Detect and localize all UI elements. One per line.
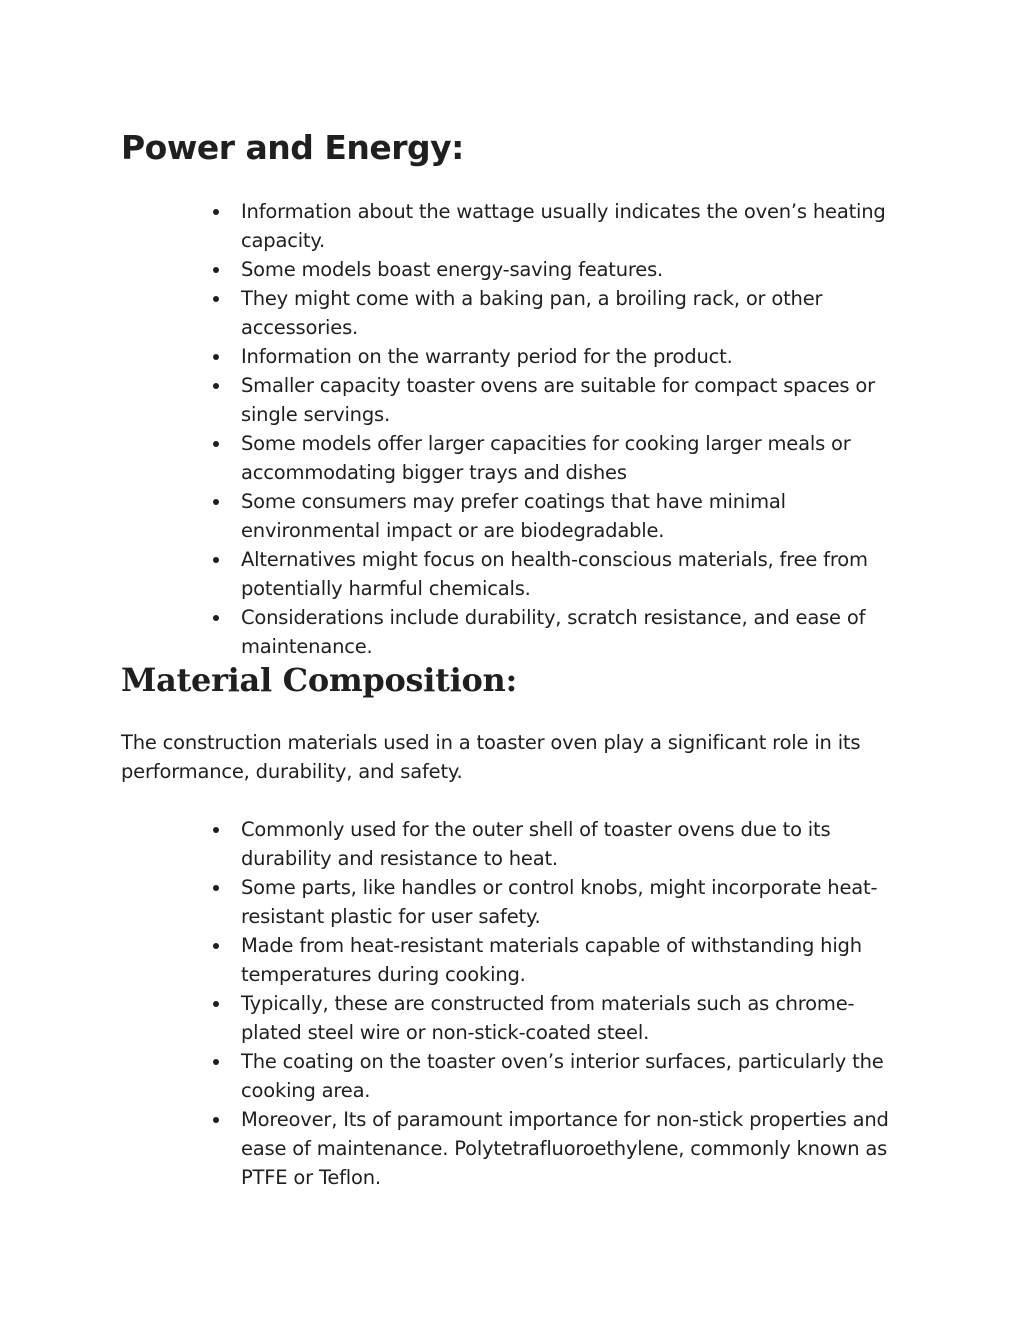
list-item: Typically, these are constructed from materials such as chrome-plated steel wire or non-stick-coated steel. xyxy=(0,989,900,1047)
list-item: Made from heat-resistant materials capable of withstanding high temperatures during cooking. xyxy=(0,931,900,989)
bullet-icon xyxy=(213,615,219,621)
material-bullet-list xyxy=(0,815,900,1192)
bullet-icon xyxy=(213,296,219,302)
bullet-icon xyxy=(213,557,219,563)
bullet-icon xyxy=(213,209,219,215)
bullet-icon xyxy=(213,1059,219,1065)
bullet-icon xyxy=(213,267,219,273)
bullet-icon xyxy=(213,383,219,389)
bullet-icon xyxy=(213,885,219,891)
list-item: Smaller capacity toaster ovens are suitable for compact spaces or single servings. xyxy=(0,371,900,429)
heading-power-and-energy: Power and Energy: xyxy=(121,128,464,167)
bullet-icon xyxy=(213,943,219,949)
list-item: Information on the warranty period for the product. xyxy=(0,342,900,371)
heading-material-composition: Material Composition: xyxy=(121,661,517,699)
material-intro-paragraph: The construction materials used in a toaster oven play a significant role in its performance, durability, and safety. xyxy=(121,731,861,783)
list-item: The coating on the toaster oven’s interior surfaces, particularly the cooking area. xyxy=(0,1047,900,1105)
list-item: Some parts, like handles or control knobs, might incorporate heat-resistant plastic for user safety. xyxy=(0,873,900,931)
bullet-icon xyxy=(213,1117,219,1123)
bullet-icon xyxy=(213,354,219,360)
list-item: Some consumers may prefer coatings that have minimal environmental impact or are biodegradable. xyxy=(0,487,900,545)
bullet-icon xyxy=(213,827,219,833)
list-item: They might come with a baking pan, a broiling rack, or other accessories. xyxy=(0,284,900,342)
list-item: Moreover, Its of paramount importance for non-stick properties and ease of maintenance. Polytetrafluoroethylene, commonly known as PTFE or Teflon. xyxy=(0,1105,900,1192)
power-bullet-list xyxy=(0,197,900,661)
list-item: Commonly used for the outer shell of toaster ovens due to its durability and resistance to heat. xyxy=(0,815,900,873)
list-item: Alternatives might focus on health-conscious materials, free from potentially harmful chemicals. xyxy=(0,545,900,603)
bullet-icon xyxy=(213,499,219,505)
list-item: Information about the wattage usually indicates the oven’s heating capacity. xyxy=(0,197,900,255)
bullet-icon xyxy=(213,441,219,447)
list-item: Some models offer larger capacities for cooking larger meals or accommodating bigger trays and dishes xyxy=(0,429,900,487)
bullet-icon xyxy=(213,1001,219,1007)
list-item: Considerations include durability, scratch resistance, and ease of maintenance. xyxy=(0,603,900,661)
list-item: Some models boast energy-saving features. xyxy=(0,255,900,284)
